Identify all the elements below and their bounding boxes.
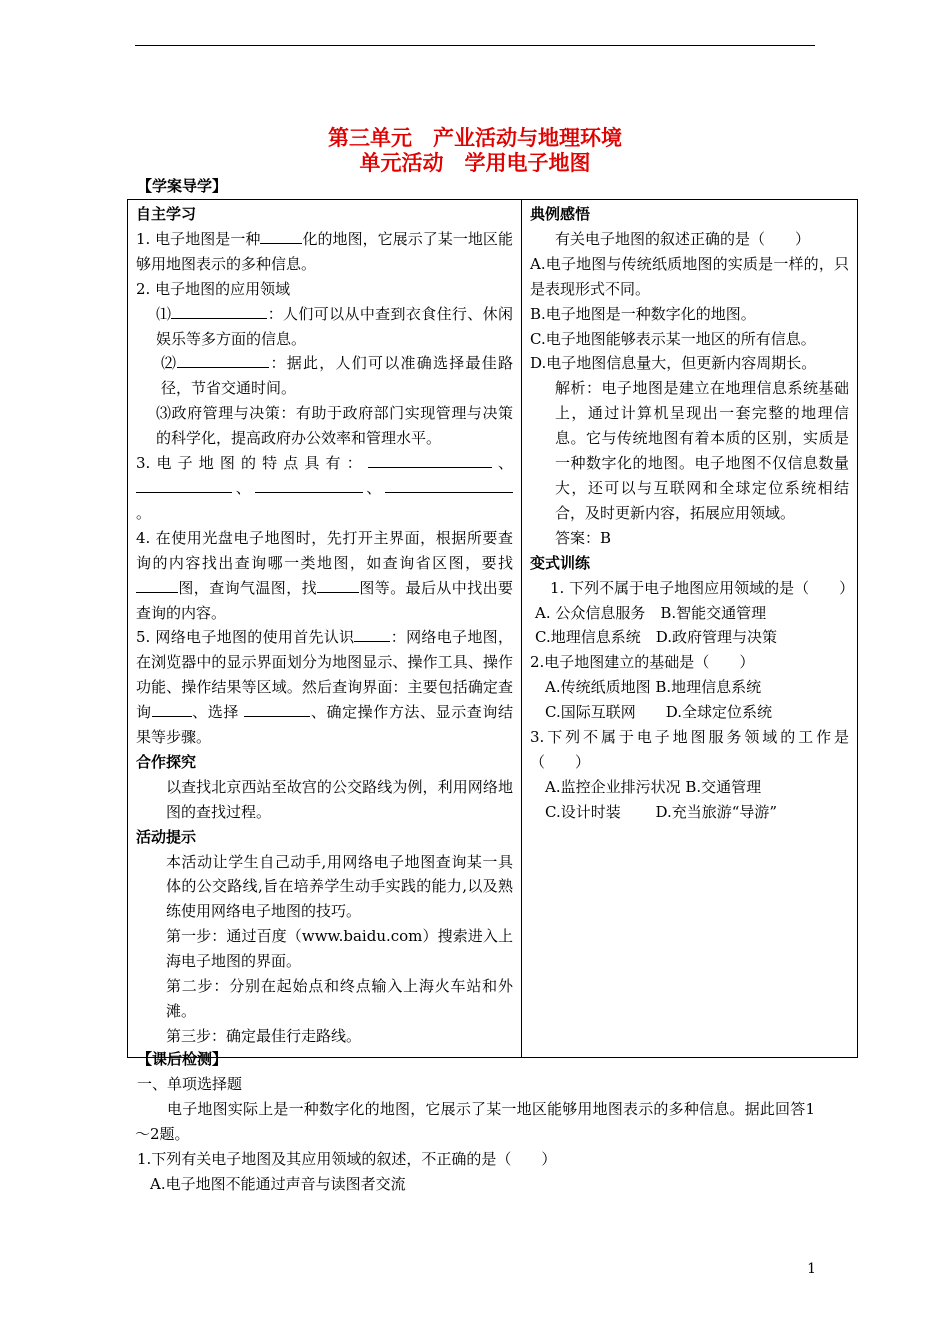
answer-blank[interactable]	[255, 477, 363, 493]
example-option-a: A.电子地图与传统纸质地图的实质是一样的，只是表现形式不同。	[530, 254, 849, 298]
study-guide-table	[127, 199, 858, 1058]
example-option-b: B.电子地图是一种数字化的地图。	[530, 304, 756, 323]
after-question-1-option-a: A.电子地图不能通过声音与读图者交流	[150, 1175, 406, 1193]
section-heading: 一、单项选择题	[137, 1075, 243, 1093]
guide-label: 【学案导学】	[137, 177, 228, 195]
activity-tip-text: 本活动让学生自己动手,用网络电子地图查询某一具体的公交路线,旨在培养学生动手实践的能力,以及熟练使用网络电子地图的技巧。	[166, 852, 513, 921]
variant-2-options-cd: C.国际互联网 D.全球定位系统	[545, 703, 772, 722]
answer-blank[interactable]	[368, 452, 492, 468]
variant-1-options-ab: A. 公众信息服务 B.智能交通管理	[535, 603, 767, 622]
example-analysis: 解析：电子地图是建立在地理信息系统基础上，通过计算机呈现出一套完整的地理信息。它与传统地图有着本质的区别，实质是一种数字化的地图。电子地图不仅信息数量大，还可以与互联网和全球定位系统相结合，及时更新内容，拓展应用领域。	[555, 379, 849, 522]
answer-blank[interactable]	[354, 626, 390, 642]
step-1: 第一步：通过百度（www.baidu.com）搜索进入上海电子地图的界面。	[166, 927, 513, 971]
page-number: 1	[807, 1261, 816, 1277]
variant-question-3: 3.下列不属于电子地图服务领域的工作是（ ）	[530, 728, 849, 771]
variant-1-options-cd: C.地理信息系统 D.政府管理与决策	[535, 628, 777, 647]
cooperation-text: 以查找北京西站至故宫的公交路线为例，利用网络地图的查找过程。	[166, 777, 513, 821]
answer-blank[interactable]	[136, 477, 232, 493]
variant-2-options-ab: A.传统纸质地图 B.地理信息系统	[545, 678, 762, 697]
answer-blank[interactable]	[385, 477, 513, 493]
left-column	[128, 200, 522, 1058]
question-2-1: ⑴ ：人们可以从中查到衣食住行、休闲娱乐等多方面的信息。	[156, 304, 513, 348]
answer-blank[interactable]	[260, 228, 302, 244]
question-5: 5. 网络电子地图的使用首先认识 ：网络电子地图，在浏览器中的显示界面划分为地图显示、操作工具、操作功能、操作结果等区域。然后查询界面：主要包括确定查询 、选择 、确定操作方法、显示查询结果等步骤。	[136, 628, 513, 747]
activity-tip-heading: 活动提示	[136, 827, 197, 846]
answer-blank[interactable]	[136, 577, 178, 593]
question-1: 1. 电子地图是一种 化的地图，它展示了某一地区能够用地图表示的多种信息。	[136, 229, 513, 273]
answer-blank[interactable]	[177, 352, 269, 368]
activity-title: 单元活动 学用电子地图	[359, 150, 591, 175]
variant-question-1: 1. 下列不属于电子地图应用领域的是（ ）	[550, 578, 855, 597]
right-column	[522, 200, 858, 1058]
question-2-3: ⑶政府管理与决策：有助于政府部门实现管理与决策的科学化，提高政府办公效率和管理水平。	[156, 404, 513, 448]
variant-question-2: 2.电子地图建立的基础是（ ）	[530, 653, 755, 672]
question-2-2: ⑵ ：据此，人们可以准确选择最佳路径，节省交通时间。	[161, 354, 513, 398]
answer-blank[interactable]	[244, 701, 310, 717]
answer-blank[interactable]	[317, 577, 359, 593]
example-question: 有关电子地图的叙述正确的是（ ）	[555, 229, 811, 248]
self-study-heading: 自主学习	[136, 205, 197, 223]
question-4: 4. 在使用光盘电子地图时，先打开主界面，根据所要查询的内容找出查询哪一类地图，如查询省区图，要找图，查询气温图，找 图等。最后从中找出要查询的内容。	[136, 528, 513, 622]
step-2: 第二步：分别在起始点和终点输入上海火车站和外滩。	[166, 977, 513, 1020]
after-intro: 电子地图实际上是一种数字化的地图，它展示了某一地区能够用地图表示的多种信息。据此回答1～2题。	[135, 1100, 815, 1143]
question-2: 2. 电子地图的应用领域	[136, 279, 291, 298]
example-heading: 典例感悟	[530, 205, 591, 223]
example-option-d: D.电子地图信息量大，但更新内容周期长。	[530, 354, 817, 373]
example-answer: 答案：B	[555, 528, 612, 547]
unit-title: 第三单元 产业活动与地理环境	[328, 125, 622, 150]
header-rule	[135, 45, 815, 46]
answer-blank[interactable]	[171, 303, 267, 319]
question-3: 3.电子地图的特点具有： 、、 、。	[136, 454, 513, 522]
example-option-c: C.电子地图能够表示某一地区的所有信息。	[530, 329, 816, 348]
variant-3-options-ab: A.监控企业排污状况 B.交通管理	[545, 777, 762, 796]
cooperation-heading: 合作探究	[136, 752, 197, 771]
variant-heading: 变式训练	[530, 553, 591, 572]
after-class-label: 【课后检测】	[137, 1050, 228, 1068]
answer-blank[interactable]	[152, 701, 192, 717]
after-question-1: 1.下列有关电子地图及其应用领域的叙述，不正确的是（ ）	[137, 1150, 557, 1168]
step-3: 第三步：确定最佳行走路线。	[166, 1026, 362, 1045]
variant-3-options-cd: C.设计时装 D.充当旅游“导游”	[545, 802, 778, 821]
